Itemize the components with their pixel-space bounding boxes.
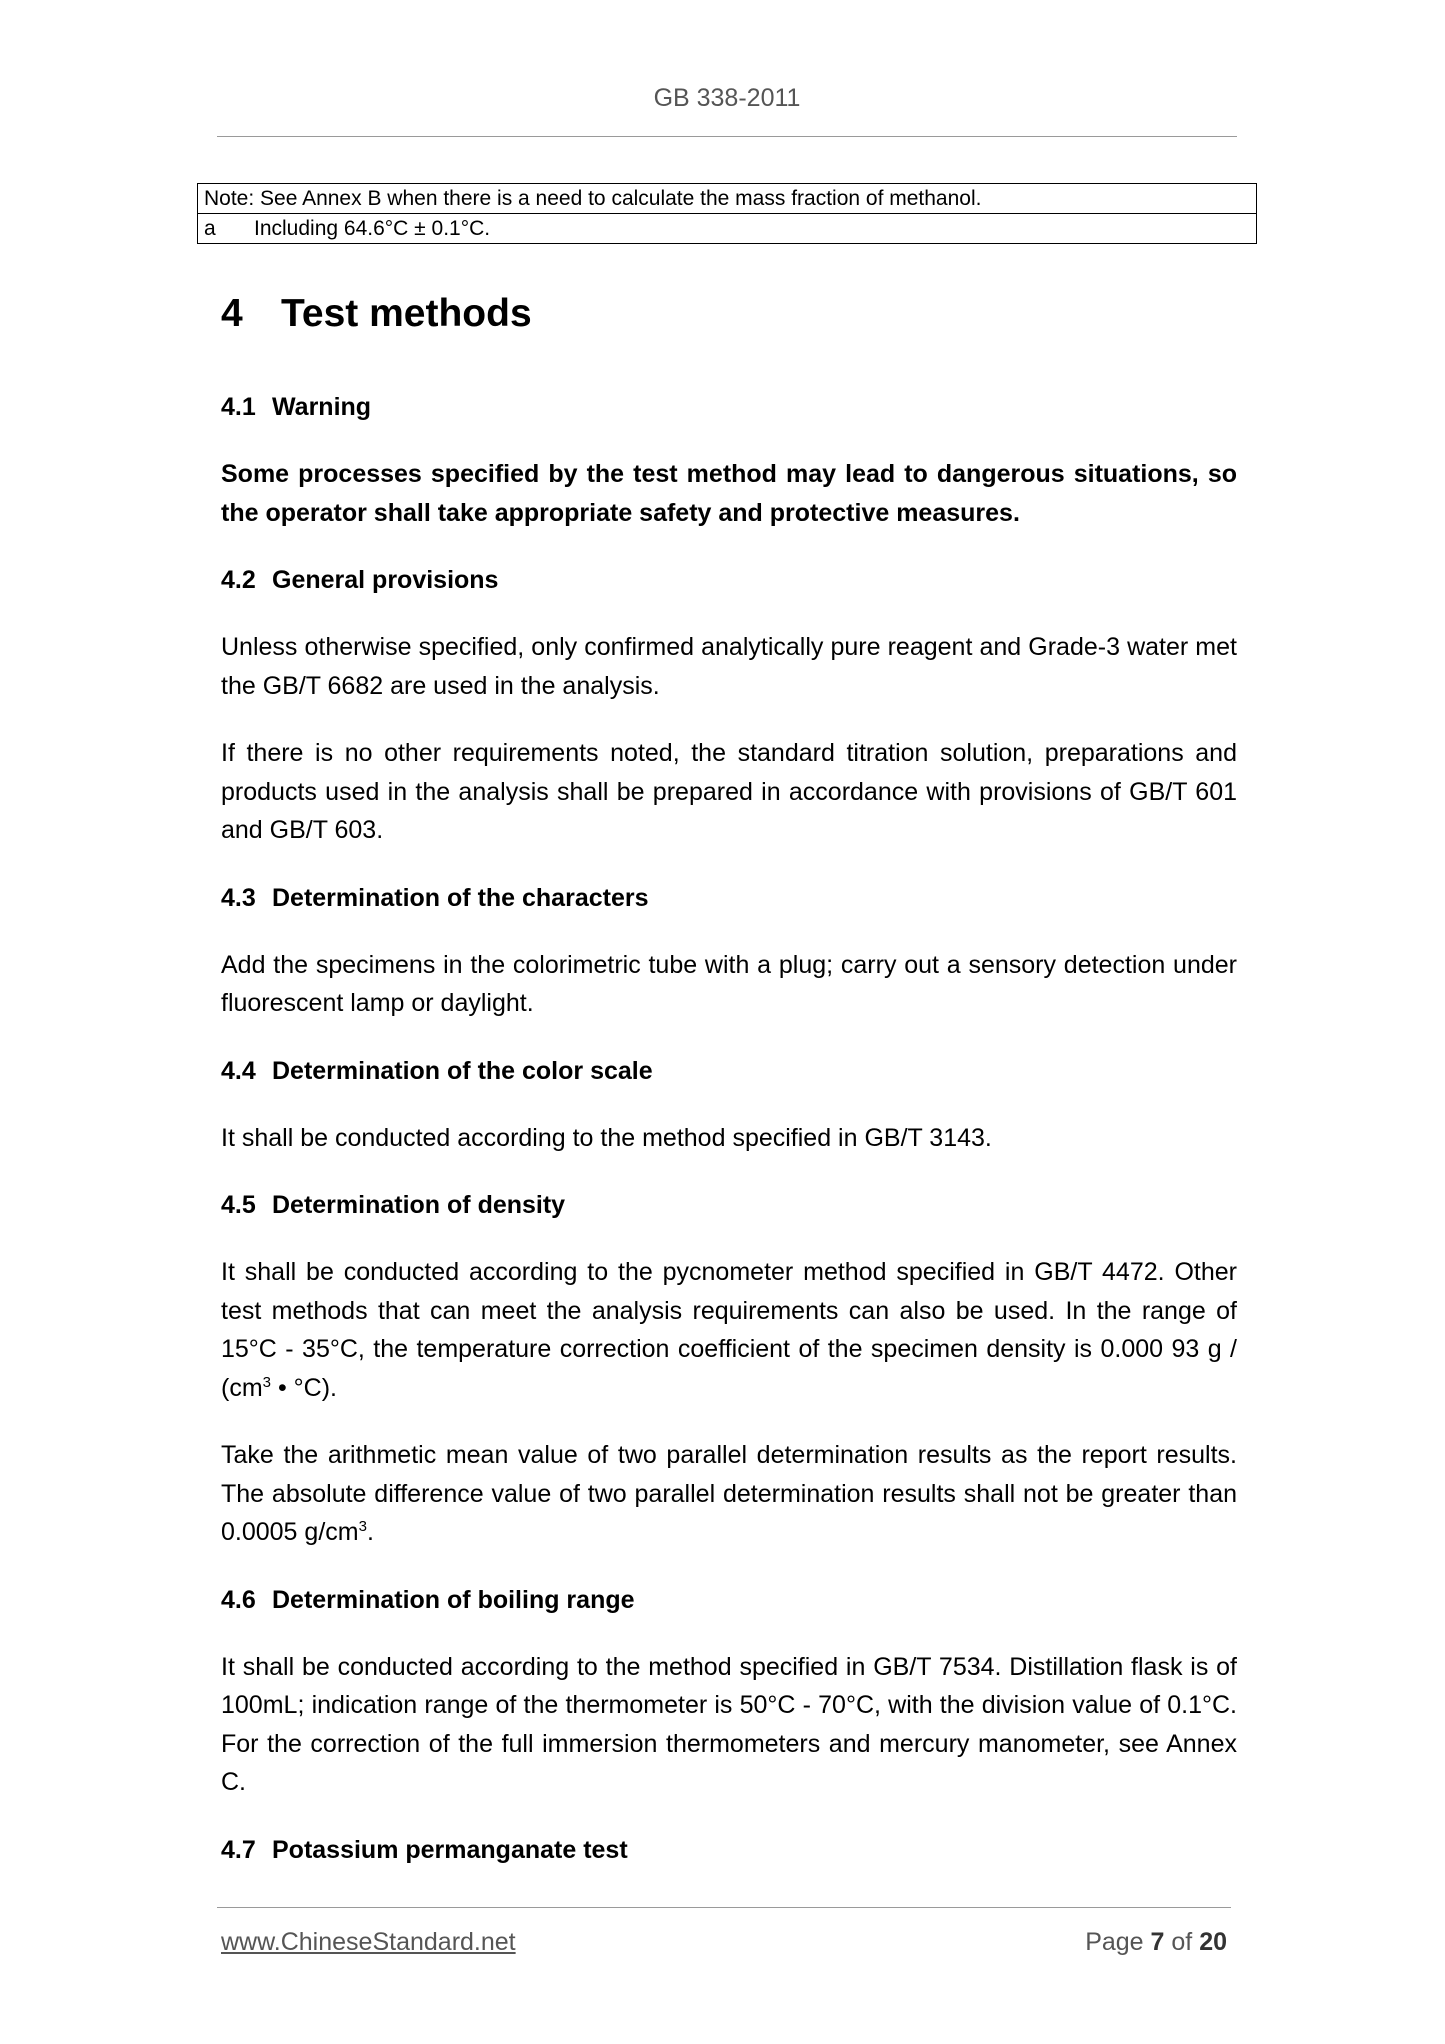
paragraph-text: .: [366, 1518, 374, 1546]
section-number: 4: [221, 292, 243, 335]
subsection-title: Determination of boiling range: [272, 1585, 635, 1614]
paragraph: [221, 1436, 1237, 1552]
subsection-title: Warning: [272, 393, 372, 421]
subsection-number: 4.3: [221, 883, 256, 912]
paragraph: If there is no other requirements noted, the standard titration solution, preparations and products used in the analysis shall be prepared in accordance with provisions of GB/T 601 and GB/T 603.: [221, 739, 1237, 844]
page-number: [1085, 1928, 1227, 1957]
paragraph: It shall be conducted according to the method specified in GB/T 3143.: [221, 1123, 992, 1152]
subsection-title: Determination of the color scale: [272, 1056, 653, 1085]
current-page: 7: [1150, 1928, 1165, 1956]
paragraph: It shall be conducted according to the method specified in GB/T 7534. Distillation flask is of 100mL; indication range of the thermometer is 50°C - 70°C, with the division value of 0.1°C. For the correction of the full immersion thermometers and mercury manometer, see Annex C.: [221, 1652, 1237, 1796]
table-row: [198, 184, 1257, 214]
subsection-number: 4.6: [221, 1585, 256, 1614]
subsection-number: 4.2: [221, 566, 256, 594]
page-of: of: [1164, 1928, 1200, 1956]
subsection-title: Determination of density: [272, 1191, 566, 1219]
subsection-heading-4-3: [221, 879, 1237, 917]
section-title: Test methods: [281, 292, 532, 335]
paragraph-text: Take the arithmetic mean value of two parallel determination results as the report results. The absolute difference value of two parallel determination results shall not be greater than 0.0005 g/cm: [221, 1441, 1237, 1546]
footnote-cell: [198, 214, 1257, 244]
table-row: [198, 214, 1257, 244]
total-pages: 20: [1199, 1928, 1227, 1956]
header-divider: [217, 136, 1237, 137]
paragraph: Unless otherwise specified, only confirmed analytically pure reagent and Grade-3 water met the GB/T 6682 are used in the analysis.: [221, 633, 1237, 700]
superscript: 3: [358, 1518, 367, 1535]
subsection-heading-4-4: [221, 1052, 1237, 1090]
main-content: [221, 284, 1237, 1869]
paragraph: [221, 1253, 1237, 1407]
subsection-title: Potassium permanganate test: [272, 1835, 628, 1864]
footnote-mark: a: [204, 217, 216, 240]
page-prefix: Page: [1085, 1928, 1151, 1956]
subsection-title: General provisions: [272, 566, 499, 594]
superscript: 3: [262, 1373, 271, 1391]
subsection-heading-4-7: [221, 1831, 1237, 1869]
note-cell: Note: See Annex B when there is a need to calculate the mass fraction of methanol.: [198, 184, 1257, 214]
paragraph-text: It shall be conducted according to the pycnometer method specified in GB/T 4472. Other test methods that can meet the analysis requirements can also be used. In the range of 15°C - 35°C, the temperature correction coefficient of the specimen density is 0.000 93 g / (cm: [221, 1258, 1237, 1402]
subsection-heading-4-1: [221, 388, 1237, 426]
page-header: GB 338-2011: [653, 84, 801, 112]
footer-divider: [217, 1907, 1231, 1908]
subsection-title: Determination of the characters: [272, 883, 649, 912]
paragraph-text: • °C).: [271, 1373, 337, 1402]
subsection-heading-4-5: [221, 1186, 1237, 1224]
paragraph: Add the specimens in the colorimetric tube with a plug; carry out a sensory detection under fluorescent lamp or daylight.: [221, 950, 1237, 1017]
subsection-number: 4.1: [221, 393, 256, 421]
subsection-heading-4-2: [221, 561, 1237, 599]
footnote-text: Including 64.6°C ± 0.1°C.: [254, 217, 491, 240]
warning-paragraph: Some processes specified by the test method may lead to dangerous situations, so the operator shall take appropriate safety and protective measures.: [221, 460, 1237, 527]
note-table: [197, 183, 1257, 244]
section-heading: [221, 284, 1237, 344]
website-link[interactable]: www.ChineseStandard.net: [221, 1928, 516, 1956]
subsection-heading-4-6: [221, 1581, 1237, 1619]
subsection-number: 4.5: [221, 1191, 256, 1219]
subsection-number: 4.4: [221, 1056, 256, 1085]
subsection-number: 4.7: [221, 1835, 256, 1864]
